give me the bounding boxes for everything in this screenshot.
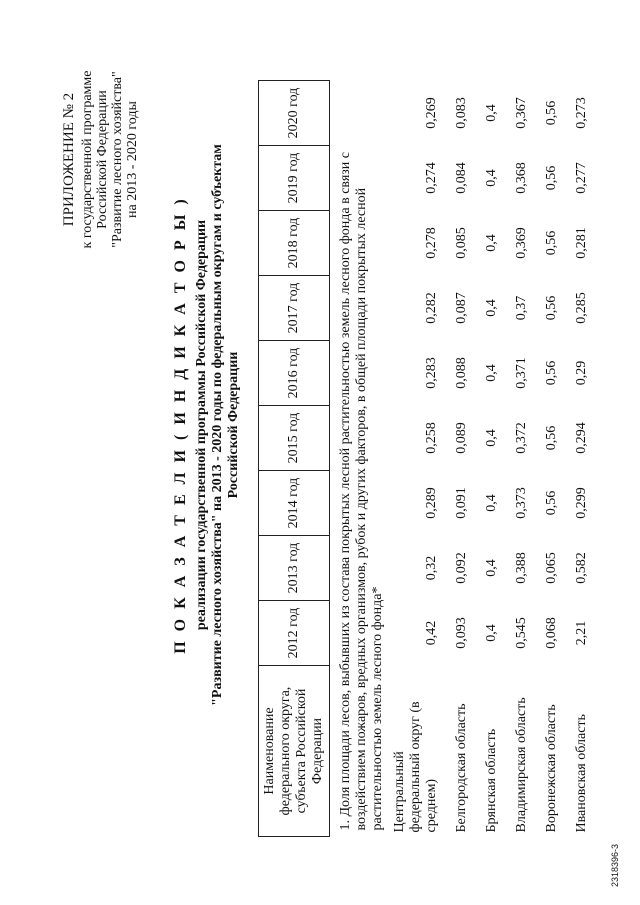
year-column-header: 2017 год [259,276,330,341]
indicator-value: 0,56 [544,100,559,126]
year-column-header: 2015 год [259,406,330,471]
region-name: Ивановская область [574,714,589,833]
indicator-value: 0,087 [454,292,469,324]
heading-line-2: "Развитие лесного хозяйства" на 2013 - 2020 годы по федеральным округам и субъектам [210,144,225,706]
table-row [532,81,562,837]
indicator-value: 0,56 [544,230,559,256]
indicator-value: 0,4 [484,494,499,512]
document-heading [172,125,242,725]
indicator-value: 0,065 [544,552,559,584]
indicator-value: 0,29 [574,360,589,386]
indicator-value: 0,56 [544,425,559,451]
section-row [330,81,391,837]
appendix-block [62,52,140,267]
indicator-value: 0,4 [484,429,499,447]
indicator-value: 0,088 [454,357,469,389]
table-header-row [259,81,330,837]
indicator-value: 0,092 [454,552,469,584]
indicator-value: 0,4 [484,169,499,187]
indicator-value: 0,367 [514,97,529,129]
table-row [502,81,532,837]
appendix-line: "Развитие лесного хозяйства" [110,71,125,248]
document-code: 2318396-3 [610,843,620,887]
indicator-value: 0,4 [484,364,499,382]
heading-line-3: Российской Федерации [226,351,241,499]
heading-line-1: реализации государственной программы Российской Федерации [194,219,209,631]
appendix-line: к государственной программе [80,70,95,249]
year-column-header: 2012 год [259,601,330,666]
indicator-value: 0,373 [514,487,529,519]
year-column-header: 2019 год [259,146,330,211]
indicator-value: 0,258 [424,422,439,454]
year-column-header: 2020 год [259,81,330,146]
indicator-value: 0,4 [484,299,499,317]
indicator-value: 0,299 [574,487,589,519]
indicator-value: 0,083 [454,97,469,129]
indicator-value: 0,085 [454,227,469,259]
indicator-value: 0,294 [574,422,589,454]
indicator-value: 0,274 [424,162,439,194]
table-row [562,81,592,837]
name-column-header: Наименование федерального округа, субъекта Российской Федерации [259,666,330,837]
indicator-value: 0,37 [514,295,529,321]
indicator-value: 0,281 [574,227,589,259]
year-column-header: 2013 год [259,536,330,601]
indicator-value: 0,084 [454,162,469,194]
indicator-value: 0,369 [514,227,529,259]
section-title: 1. Доля площади лесов, выбывших из состава покрытых лесной растительностью земель лесного фонда в связи с воздействием пожаров, вредных организмов, рубок и других факторов, в общей площади покрытых лесной растительностью земель лесного фонда* [338,151,385,831]
indicator-value: 0,56 [544,360,559,386]
indicator-value: 0,371 [514,357,529,389]
indicator-value: 0,282 [424,292,439,324]
region-name: Владимирская область [514,697,529,833]
indicator-value: 0,273 [574,97,589,129]
year-column-header: 2014 год [259,471,330,536]
indicator-value: 0,388 [514,552,529,584]
indicator-value: 0,56 [544,490,559,516]
region-name: Центральный федеральный округ (в среднем) [392,701,439,833]
appendix-line: на 2013 - 2020 годы [125,101,140,218]
indicator-value: 0,368 [514,162,529,194]
indicator-value: 0,068 [544,617,559,649]
table-row [472,81,502,837]
region-name: Воронежская область [544,704,559,833]
indicators-table [258,80,592,837]
region-name: Белгородская область [454,703,469,833]
appendix-line: Российской Федерации [95,90,110,229]
indicator-value: 0,32 [424,555,439,581]
indicator-value: 0,56 [544,295,559,321]
indicator-value: 0,277 [574,162,589,194]
indicator-value: 0,545 [514,617,529,649]
indicator-value: 0,269 [424,97,439,129]
table-row [390,81,442,837]
indicator-value: 0,56 [544,165,559,191]
indicator-value: 0,091 [454,487,469,519]
region-name: Брянская область [484,728,499,833]
indicator-value: 0,4 [484,234,499,252]
indicator-value: 0,283 [424,357,439,389]
year-column-header: 2018 год [259,211,330,276]
indicator-value: 0,372 [514,422,529,454]
year-column-header: 2016 год [259,341,330,406]
heading-title: П О К А З А Т Е Л И ( И Н Д И К А Т О Р Ы ) [172,196,189,654]
indicator-value: 0,093 [454,617,469,649]
indicator-value: 2,21 [574,620,589,646]
indicator-value: 0,42 [424,620,439,646]
table-row [442,81,472,837]
indicator-value: 0,089 [454,422,469,454]
appendix-title: ПРИЛОЖЕНИЕ № 2 [61,92,77,227]
indicator-value: 0,4 [484,559,499,577]
indicator-value: 0,582 [574,552,589,584]
indicator-value: 0,289 [424,487,439,519]
indicator-value: 0,4 [484,624,499,642]
indicator-value: 0,285 [574,292,589,324]
indicator-value: 0,278 [424,227,439,259]
indicator-value: 0,4 [484,104,499,122]
section-cell [330,81,391,837]
